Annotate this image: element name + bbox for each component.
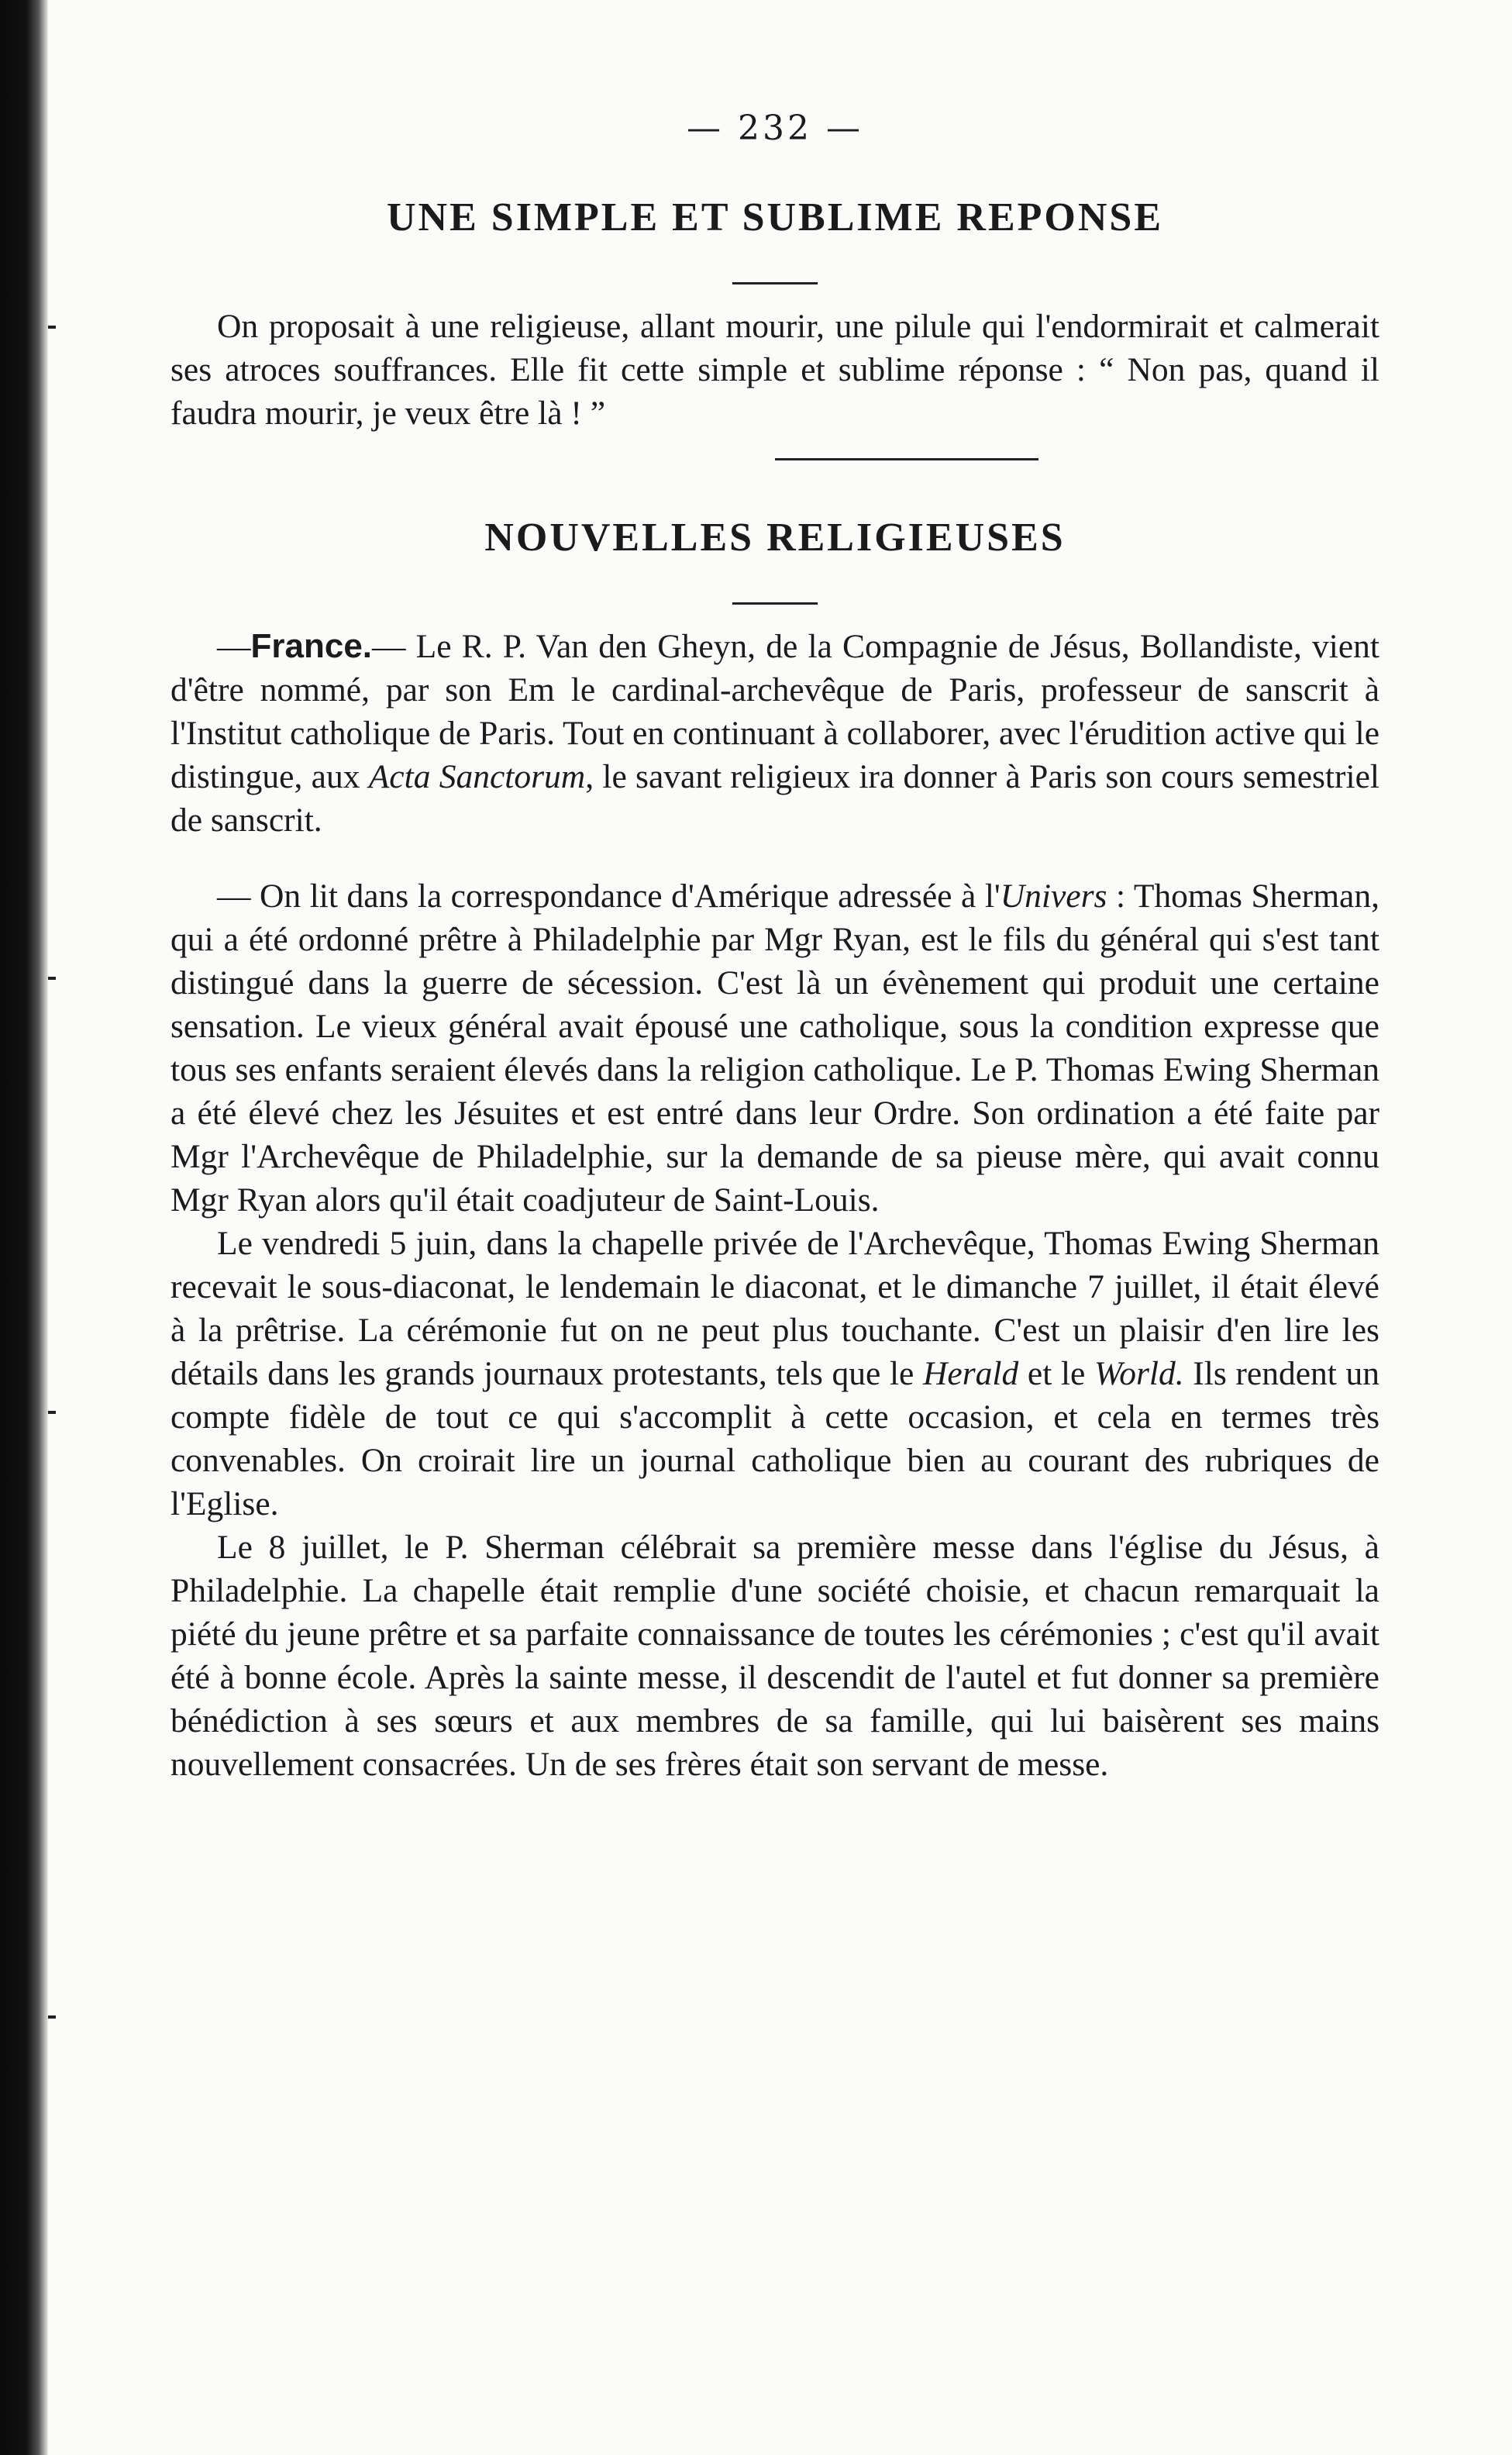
em-dash: —	[217, 628, 251, 665]
paragraph-amerique-text: : Thomas Sherman, qui a été ordonné prêtre à Philadelphie par Mgr Ryan, est le fils du général qui s'est tant distingué dans la guerre de sécession. C'est là un évènement qui produit une certaine sensation. Le vieux général avait épousé une catholique, sous la condition expresse que tous ses enfants seraient élevés dans la religion catholique. Le P. Thomas Ewing Sherman a été élevé chez les Jésuites et est entré dans leur Ordre. Son ordination a été faite par Mgr l'Archevêque de Philadelphie, sur la demande de sa pieuse mère, qui avait connu Mgr Ryan alors qu'il était coadjuteur de Saint-Louis.	[170, 878, 1379, 1219]
page-number: — 232 —	[687, 109, 863, 148]
paragraph-reponse: On proposait à une religieuse, allant mourir, une pilule qui l'endormirait et calmerait ses atroces souffrances. Elle fit cette simple et sublime réponse : “ Non pas, quand il faudra mourir, je veux être là ! ”	[170, 308, 1379, 432]
book-binding-edge	[0, 0, 48, 2455]
italic-acta-sanctorum: Acta Sanctorum	[368, 758, 586, 795]
paragraph-france	[170, 625, 1379, 842]
italic-world: World.	[1094, 1355, 1184, 1392]
scan-speck	[48, 1411, 56, 1414]
article-title-reponse: UNE SIMPLE ET SUBLIME REPONSE	[386, 195, 1164, 240]
paragraph-huit-juillet: Le 8 juillet, le P. Sherman célébrait sa première messe dans l'église du Jésus, à Philadelphie. La chapelle était remplie d'une société choisie, et chacun remarquait la piété du jeune prêtre et sa parfaite connaissance de toutes les cérémonies ; c'est qu'il avait été à bonne école. Après la sainte messe, il descendit de l'autel et fut donner sa première bénédiction à ses sœurs et aux membres de sa famille, qui lui baisèrent ses mains nouvellement consacrées. Un de ses frères était son servant de messe.	[170, 1529, 1379, 1783]
italic-univers: Univers	[1000, 878, 1107, 915]
paragraph-amerique	[170, 874, 1379, 1222]
title-rule	[732, 602, 818, 605]
paragraph-vendredi-mid: et le	[1018, 1355, 1094, 1392]
scan-speck	[48, 977, 56, 980]
scan-speck	[48, 2015, 56, 2019]
paragraph-amerique-start: — On lit dans la correspondance d'Amérique adressée à l'	[217, 878, 1001, 915]
paragraph-vendredi-end: Ils rendent un compte fidèle de tout ce qui s'accomplit à cette occasion, et cela en termes très convenables. On croirait lire un journal catholique bien au courant des rubriques de l'Eglise.	[170, 1355, 1380, 1522]
scan-speck	[48, 326, 56, 329]
lead-word-france: France.	[250, 627, 373, 665]
paragraph-france-text: — Le R. P. Van den Gheyn, de la Compagnie de Jésus, Bollandiste, vient d'être nommé, par son Em le cardinal-archevêque de Paris, professeur de sanscrit à l'Institut catholique de Paris. Tout en continuant à collaborer, avec l'érudition active qui le distingue, aux	[170, 628, 1379, 795]
paragraph-vendredi	[170, 1222, 1379, 1526]
italic-herald: Herald	[923, 1355, 1019, 1392]
section-divider	[775, 458, 1038, 460]
text-column	[170, 109, 1379, 1786]
paragraph-vendredi-text: Le vendredi 5 juin, dans la chapelle privée de l'Archevêque, Thomas Ewing Sherman recevait le sous-diaconat, le lendemain le diaconat, et le dimanche 7 juillet, il était élevé à la prêtrise. La cérémonie fut on ne peut plus touchante. C'est un plaisir d'en lire les détails dans les grands journaux protestants, tels que le	[170, 1225, 1379, 1392]
paragraph-france-end: , le savant religieux ira donner à Paris son cours semestriel de sanscrit.	[170, 758, 1379, 839]
title-rule	[732, 282, 818, 284]
article-title-nouvelles: NOUVELLES RELIGIEUSES	[484, 515, 1066, 560]
